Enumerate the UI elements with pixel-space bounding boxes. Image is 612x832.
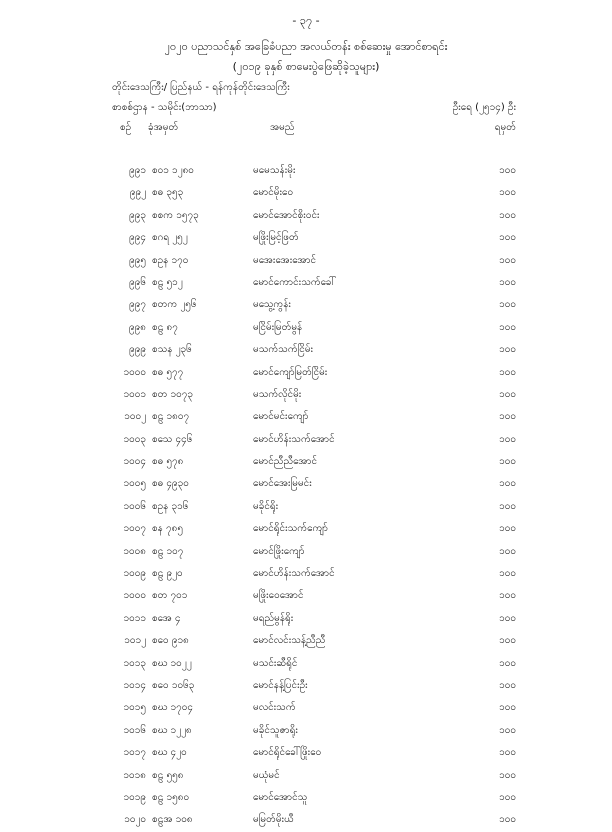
roll-number: စတ ၁၀၇၃ [152,388,194,400]
table-row [0,451,612,473]
student-name: မဖြိုးဝေအောင် [253,590,304,602]
row-number: ၁၀၀၅ [123,478,146,490]
mark-value: ၁၀၀ [499,769,516,781]
mark-value: ၁၀၀ [499,232,516,244]
student-name: မသက်လိုင်မိုး [253,388,302,400]
row-number: ၁၀၁၁ [123,612,146,624]
student-name: မသက်သက်ငြိမ်း [253,344,314,356]
mark-value: ၁၀၀ [499,523,516,535]
student-name: မောင်ဟိန်းသက်အောင် [253,568,335,580]
table-row [0,205,612,227]
mark-value: ၁၀၀ [499,478,516,490]
roll-number: စဝေ ၉၁၈ [152,635,189,647]
mark-value: ၁၀၀ [499,702,516,714]
row-number: ၁၀၀၀ [123,366,146,378]
student-name: မအေးအေးအောင် [253,254,317,266]
roll-number: စတ ၇၀၁ [152,590,188,602]
roll-number: စသန ၂၃၆ [152,344,192,356]
page-number: - ၃၇ - [292,14,320,27]
row-number: ၁၀၁၂ [124,635,146,647]
student-name: မောင်မိုးဝေ [253,187,294,199]
table-row [0,473,612,495]
table-row [0,720,612,742]
table-row [0,272,612,294]
table-row [0,563,612,585]
row-number: ၁၀၀၄ [123,456,146,468]
roll-number: စဃ ၁၀၂၂ [152,657,192,669]
table-row [0,496,612,518]
mark-value: ၁၀၀ [499,276,516,288]
row-number: ၉၉၆ [129,276,146,288]
row-number: ၁၀၁၄ [123,679,146,691]
row-number: ၉၉၈ [129,321,146,333]
roll-number: စဠ ၅၁၂ [152,276,183,288]
row-number: ၉၉၃ [129,209,146,221]
mark-value: ၁၀၀ [499,568,516,580]
roll-number: စဥန ၃၁၆ [152,500,189,512]
roll-number: စဓ ၅၇၇ [152,366,184,378]
subject-label: စာစစ်ဌာန - သမိုင်း(ဘာသာ) [112,102,217,113]
table-row [0,697,612,719]
mark-value: ၁၀၀ [499,321,516,333]
row-number: ၁၀၂၀ [124,814,146,826]
table-row [0,630,612,652]
mark-value: ၁၀၀ [499,388,516,400]
row-number: ၉၉၇ [129,299,146,311]
mark-value: ၁၀၀ [499,299,516,311]
roll-number: စဠ ၁၅၈၀ [152,791,190,803]
table-row [0,765,612,787]
roll-number: စဠ ၁၈၀၇ [152,411,190,423]
mark-value: ၁၀၀ [499,500,516,512]
mark-value: ၁၀၀ [499,545,516,557]
roll-number: စဥန ၁၇၀ [152,254,189,266]
roll-number: စဓ ၃၅၃ [152,187,184,199]
row-number: ၁၀၀၆ [123,500,146,512]
roll-number: စတက ၂၅၆ [152,299,197,311]
mark-value: ၁၀၀ [499,747,516,759]
student-name: မောင်လင်းသန့်ညီညီ [253,635,326,647]
row-number: ၉၉၂ [129,187,146,199]
mark-value: ၁၀၀ [499,635,516,647]
roll-number: စဃ ၁၂၂၈ [152,724,192,736]
student-name: မောင်ညီညီအောင် [253,456,318,468]
table-row [0,675,612,697]
table-row [0,518,612,540]
row-number: ၁၀၁၈ [123,769,146,781]
table-row [0,429,612,451]
column-header-code: ခုံအမှတ် [148,122,179,133]
table-row [0,809,612,831]
student-name: မခိုင်ရိုး [253,500,279,512]
table-row [0,742,612,764]
document-subtitle: (၂၀၁၉ ခုနှစ် စာမေးပွဲဖြေဆိုခဲ့သူများ) [232,60,380,73]
roll-number: စဠ ၁၀၇ [152,545,184,557]
roll-number: စဝေ ၁၀၆၃ [152,679,195,691]
mark-value: ၁၀၀ [499,814,516,826]
table-row [0,787,612,809]
student-name: မမြတ်မိုးယီ [253,814,294,826]
table-row [0,585,612,607]
roll-number: စဃ ၄၂၀ [152,747,187,759]
student-name: မောင်မင်းကျော် [253,411,309,423]
student-name: မောင်ကောင်းသက်ခေါ် [253,276,336,288]
mark-value: ၁၀၀ [499,657,516,669]
student-name: မောင်အေးမြမင်း [253,478,312,490]
student-name: မရည်မွန်ရိုး [253,612,294,624]
mark-value: ၁၀၀ [499,165,516,176]
results-list [0,160,612,832]
roll-number: စဝ၁ ၁၂၈၀ [152,165,194,176]
row-number: ၉၉၁ [129,165,146,176]
row-number: ၁၀၀၈ [123,545,146,557]
roll-number: စဠ ၅၅၈ [152,769,184,781]
student-name: မောင်ဖြိုးကျော် [253,545,305,557]
column-header-mark: ရမှတ် [494,122,516,133]
roll-number: စသေ ၄၄၆ [152,433,193,445]
row-number: ၁၀၀၁ [123,388,146,400]
roll-number: စဠ ၈၇ [152,321,178,333]
table-row [0,339,612,361]
student-name: မမေသန်းမိုး [253,165,296,176]
mark-value: ၁၀၀ [499,791,516,803]
student-name: မောင်ရိုင်းသက်ကျော် [253,523,328,535]
row-number: ၉၉၄ [129,232,146,244]
column-header-no: စဉ် [120,122,132,133]
table-row [0,160,612,182]
student-name: မောင်အောင်သူ [253,791,308,803]
roll-number: စအေ ၄ [152,612,181,624]
table-row [0,250,612,272]
student-name: မခိုင်သူဇာရိုး [253,724,298,736]
mark-value: ၁၀၀ [499,590,516,602]
student-name: မငြိမ်းမြတ်မွန် [253,321,303,333]
row-number: ၁၀၁၇ [123,747,146,759]
total-count: ဦးရေ (၂၅၁၄) ဦး [452,102,516,113]
roll-number: စဓ ၄၉၃၀ [152,478,189,490]
student-name: မလင်းသက် [253,702,296,714]
table-row [0,182,612,204]
row-number: ၁၀၁၆ [123,724,146,736]
row-number: ၁၀၀၂ [124,411,146,423]
table-row [0,384,612,406]
mark-value: ၁၀၀ [499,344,516,356]
roll-number: စဠအ ၁၀၈ [152,814,193,826]
student-name: မသင်းဆီရိုင် [253,657,298,669]
mark-value: ၁၀၀ [499,366,516,378]
row-number: ၁၀၀၉ [123,568,146,580]
mark-value: ၁၀၀ [499,433,516,445]
student-name: မသွေ့ကွန်း [253,299,291,311]
student-name: မောင်ရိုင်ခေါ်ဖြိုးဝေ [253,747,322,759]
row-number: ၁၀၀၀ [123,590,146,602]
row-number: ၉၉၅ [129,254,146,266]
table-row [0,653,612,675]
row-number: ၁၀၁၃ [123,657,146,669]
student-name: မောင်နန့်ပြင်းဦး [253,679,308,691]
student-name: မောင်ဟိန်းသက်အောင် [253,433,335,445]
row-number: ၁၀၀၇ [123,523,146,535]
roll-number: စဂရ ၂၅၂ [152,232,188,244]
document-title: ၂၀၂၀ ပညာသင်နှစ် အခြေခံပညာ အလယ်တန်း စစ်ဆေးမှု အောင်စာရင်း [164,40,448,53]
roll-number: စစက ၁၅၇၃ [152,209,199,221]
table-row [0,294,612,316]
mark-value: ၁၀၀ [499,612,516,624]
roll-number: စဃ ၁၇၀၄ [152,702,194,714]
table-row [0,541,612,563]
table-row [0,227,612,249]
mark-value: ၁၀၀ [499,411,516,423]
row-number: ၁၀၀၃ [123,433,146,445]
row-number: ၁၀၁၅ [123,702,146,714]
row-number: ၁၀၁၉ [123,791,146,803]
table-row [0,362,612,384]
student-name: မယုံမင် [253,769,280,781]
table-row [0,608,612,630]
table-row [0,317,612,339]
roll-number: စဓ ၅၇၈ [152,456,184,468]
mark-value: ၁၀၀ [499,679,516,691]
student-name: မောင်အောင်စိုးဝင်း [253,209,320,221]
table-row [0,406,612,428]
student-name: မဖြိုးမြင့်ဖြတ် [253,232,299,244]
column-header-name: အမည် [270,122,295,133]
mark-value: ၁၀၀ [499,254,516,266]
mark-value: ၁၀၀ [499,456,516,468]
mark-value: ၁၀၀ [499,187,516,199]
row-number: ၉၉၉ [129,344,146,356]
region-label: တိုင်းဒေသကြီး/ ပြည်နယ် - ရန်ကုန်တိုင်းဒေသကြီး [112,82,290,93]
roll-number: စဠ ၉၂၀ [152,568,183,580]
student-name: မောင်ကျော်မြတ်ငြိမ်း [253,366,328,378]
mark-value: ၁၀၀ [499,209,516,221]
roll-number: စန ၇၈၅ [152,523,183,535]
mark-value: ၁၀၀ [499,724,516,736]
